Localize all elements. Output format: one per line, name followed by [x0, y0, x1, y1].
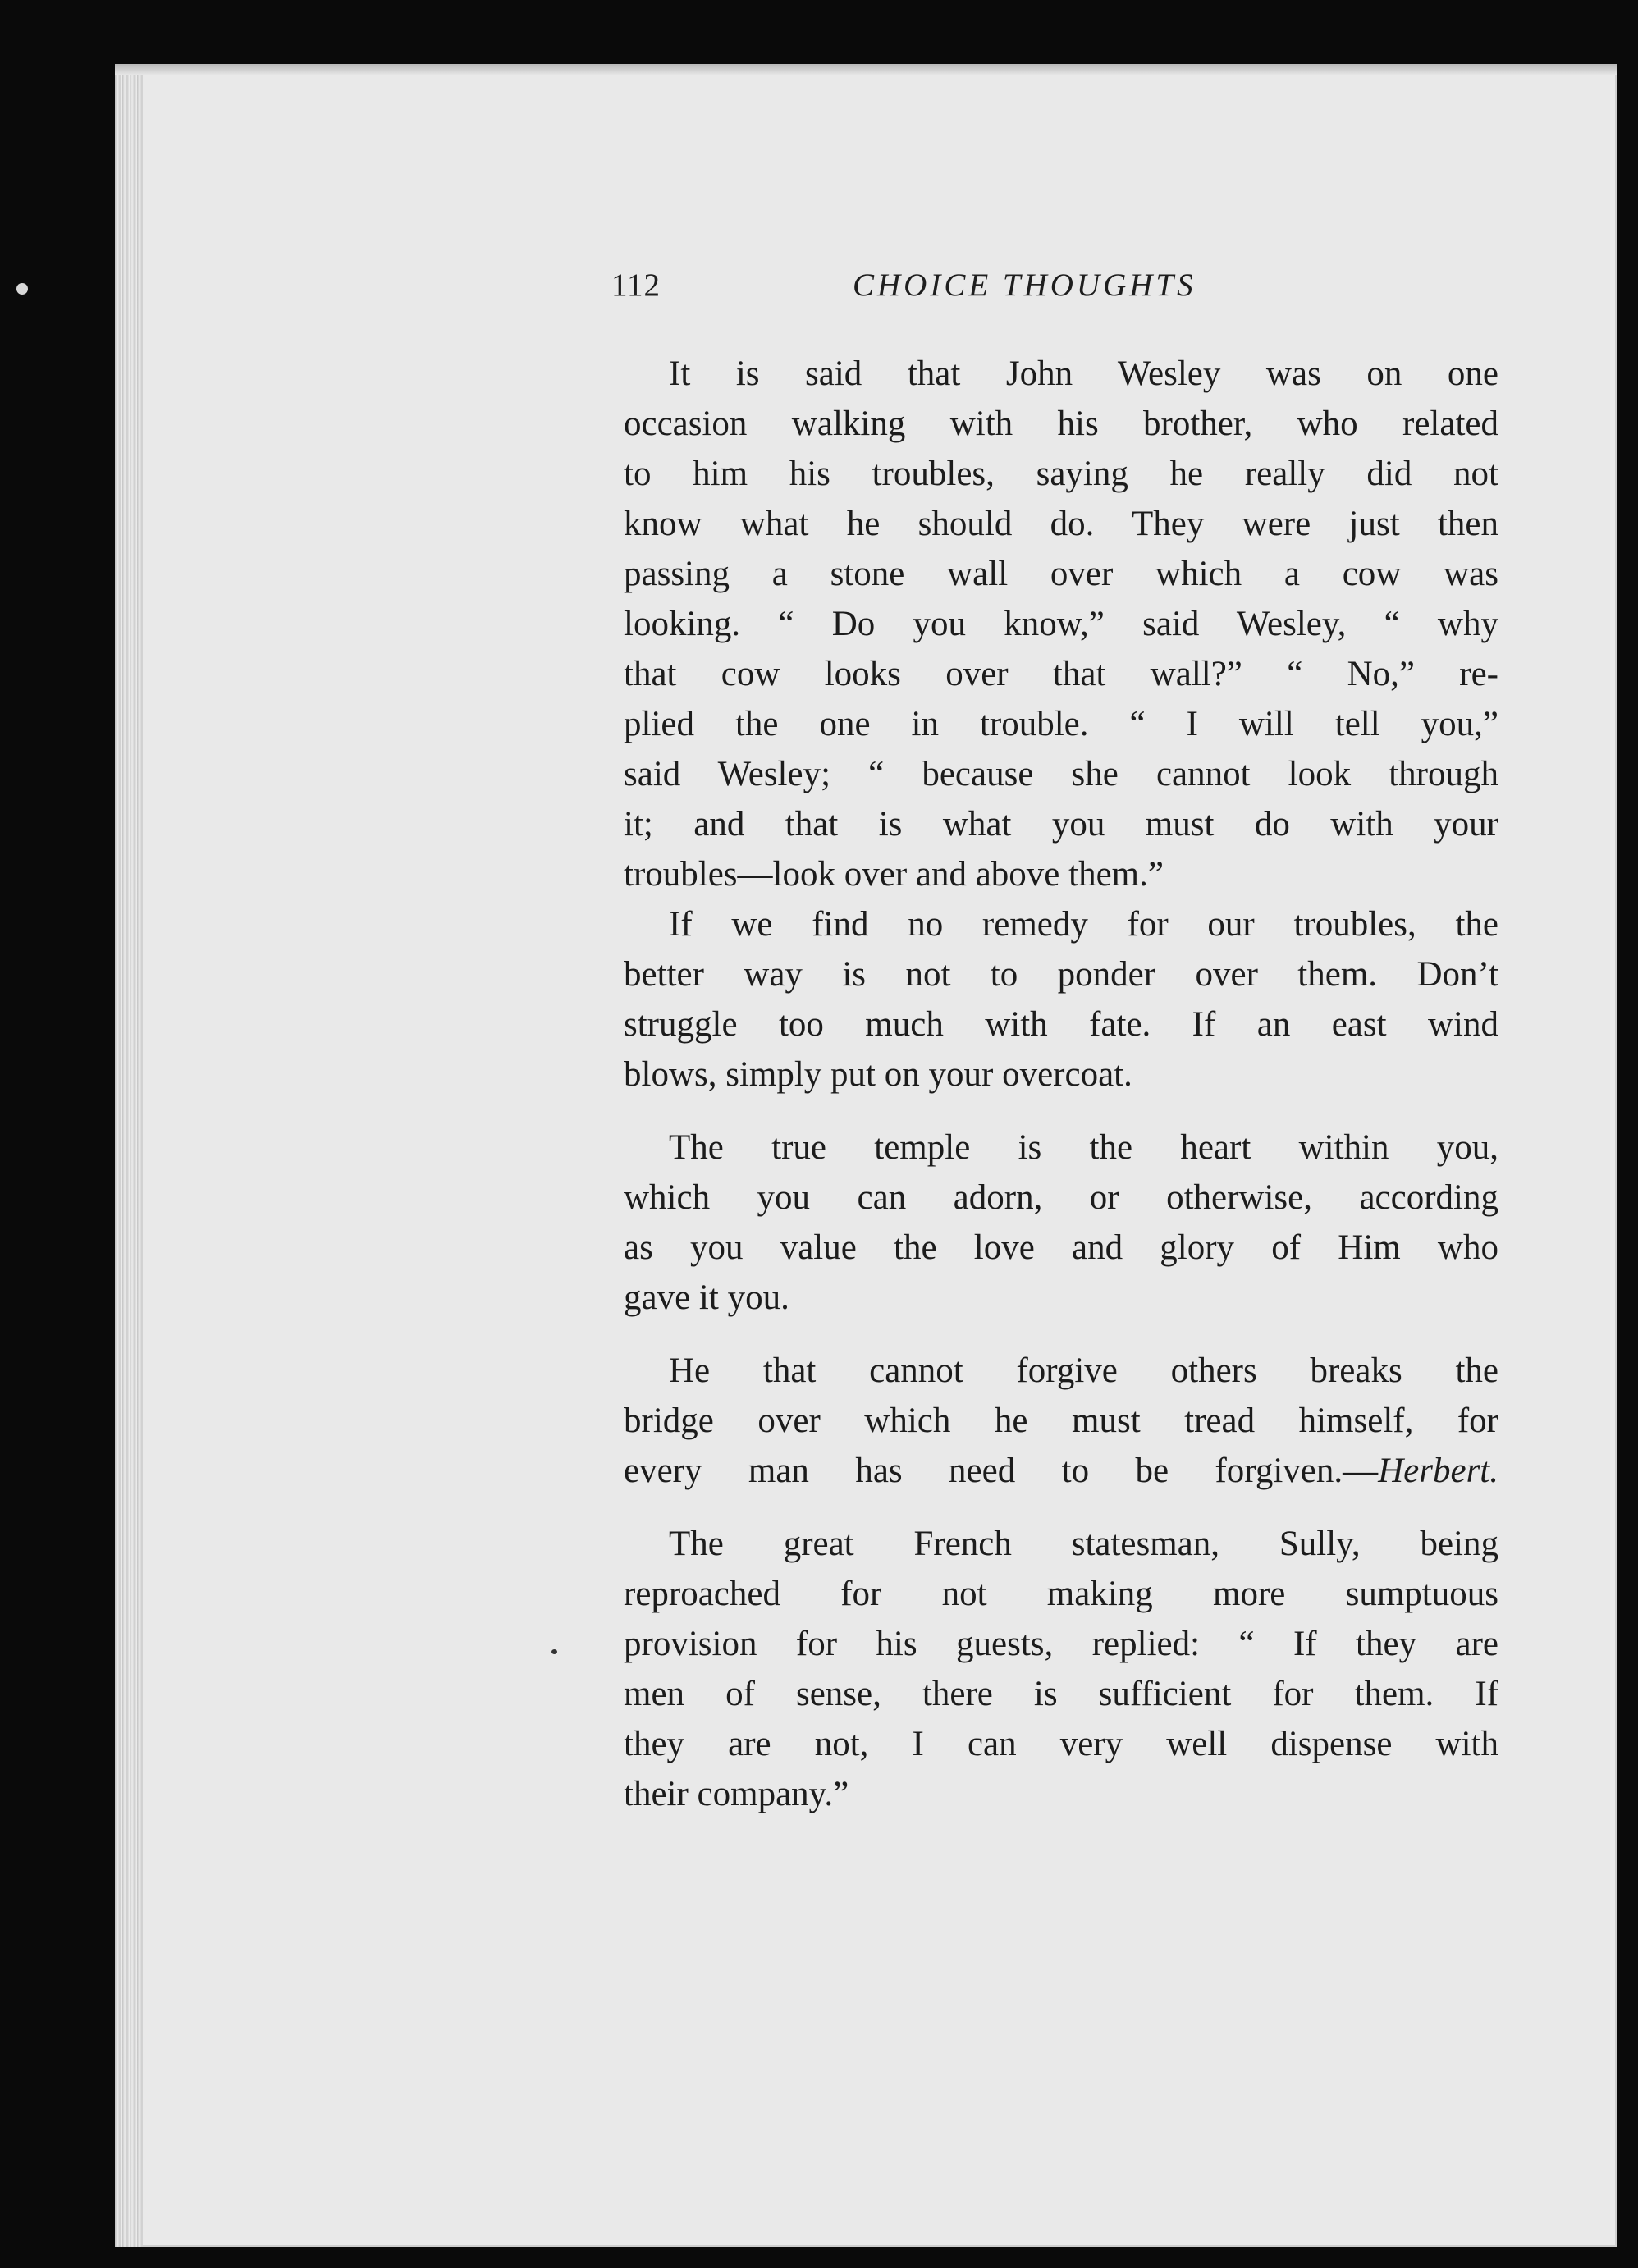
page-binding-edge [115, 64, 143, 2247]
text-line: struggle too much with fate. If an east wind [624, 1005, 1498, 1044]
text-line: said Wesley; “ because she cannot look through [624, 755, 1498, 793]
text-line: every man has need to be forgiven.— [624, 1452, 1379, 1490]
attribution: Herbert. [1378, 1452, 1498, 1490]
text-line: The true temple is the heart within you, [669, 1128, 1498, 1167]
text-line: their company.” [624, 1775, 849, 1813]
text-line: If we find no remedy for our troubles, the [669, 905, 1498, 944]
running-header [611, 267, 1506, 316]
text-line: plied the one in trouble. “ I will tell you,” [624, 705, 1498, 743]
text-line: troubles—look over and above them.” [624, 855, 1164, 894]
text-line: better way is not to ponder over them. Don’t [624, 955, 1498, 994]
text-line: bridge over which he must tread himself, for [624, 1401, 1498, 1440]
text-line: they are not, I can very well dispense with [624, 1725, 1498, 1763]
page-top-shadow [115, 64, 1617, 75]
text-line: which you can adorn, or otherwise, according [624, 1178, 1498, 1217]
text-line: passing a stone wall over which a cow was [624, 555, 1498, 593]
paragraph-remedy [624, 899, 1498, 1100]
text-line: provision for his guests, replied: “ If they are [624, 1625, 1498, 1663]
text-line: He that cannot forgive others breaks the [669, 1351, 1498, 1390]
text-line: that cow looks over that wall?” “ No,” re- [624, 655, 1498, 693]
text-line: to him his troubles, saying he really did not [624, 455, 1498, 493]
text-line: It is said that John Wesley was on one [669, 354, 1498, 393]
page-text [624, 349, 1498, 1819]
paragraph-sully [624, 1519, 1498, 1819]
paragraph-temple [624, 1123, 1498, 1323]
text-line: blows, simply put on your overcoat. [624, 1055, 1132, 1094]
text-line: reproached for not making more sumptuous [624, 1575, 1498, 1613]
paragraph-forgive [624, 1346, 1498, 1496]
running-title: CHOICE THOUGHTS [853, 267, 1196, 303]
scan-speck [551, 1649, 557, 1654]
text-line: know what he should do. They were just then [624, 505, 1498, 543]
text-line: men of sense, there is sufficient for them. If [624, 1675, 1498, 1713]
text-line: gave it you. [624, 1278, 789, 1317]
text-line: occasion walking with his brother, who related [624, 405, 1498, 443]
text-line: it; and that is what you must do with your [624, 805, 1498, 844]
scan-speck [16, 283, 28, 295]
text-line: as you value the love and glory of Him who [624, 1228, 1498, 1267]
paragraph-wesley [624, 349, 1498, 899]
text-line: The great French statesman, Sully, being [669, 1525, 1498, 1563]
text-line: looking. “ Do you know,” said Wesley, “ why [624, 605, 1498, 643]
page-number: 112 [611, 267, 661, 303]
text-line-with-attribution [624, 1446, 1498, 1496]
